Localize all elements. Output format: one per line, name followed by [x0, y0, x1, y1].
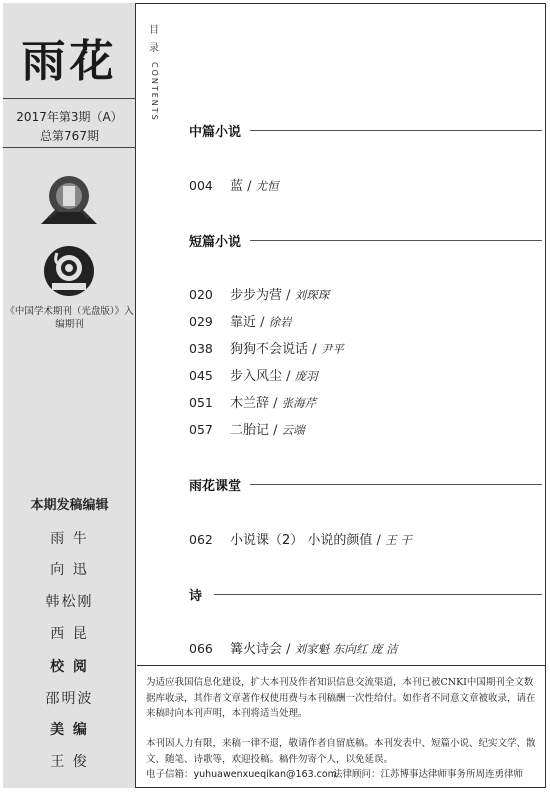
article-title: 篝火诗会 [230, 642, 283, 657]
submission-notice: 本刊因人力有限，来稿一律不退，敬请作者自留底稿。本刊发表中、短篇小说、纪实文学、散文、随笔、诗歌等，欢迎投稿。稿件勿寄个人，以免延误。 [146, 738, 536, 765]
article-author: 刘琛琛 [294, 288, 330, 302]
page-number: 045 [189, 368, 213, 383]
editor-name: 西 昆 [50, 626, 89, 642]
section-rule [250, 240, 542, 241]
page-number: 062 [189, 532, 213, 547]
toc-entry: 066 篝火诗会 / 刘家魁 东向红 庞 洁 [189, 641, 398, 657]
page-number: 029 [189, 314, 213, 329]
article-title: 步入风尘 [230, 369, 283, 384]
toc-entry: 020 步步为营 / 刘琛琛 [189, 287, 330, 303]
editor-name: 雨 牛 [50, 531, 89, 547]
section-rule [214, 594, 542, 595]
contents-label-cn: 目 [149, 25, 159, 36]
article-author: 庞羽 [294, 369, 318, 383]
indexed-journal-note: 《中国学术期刊（光盘版）》入编期刊 [5, 306, 134, 330]
article-author: 徐岩 [268, 315, 292, 329]
magazine-title: 雨花 [21, 36, 118, 87]
editor-name: 邵明波 [45, 691, 94, 707]
page-number: 038 [189, 341, 213, 356]
editor-name: 韩松刚 [45, 594, 94, 610]
toc-entry: 051 木兰辞 / 张海芹 [189, 395, 317, 411]
article-title: 木兰辞 [230, 396, 270, 411]
sidebar [3, 3, 136, 788]
contents-label-en: CONTENTS [150, 62, 159, 122]
toc-entry: 029 靠近 / 徐岩 [189, 314, 292, 330]
page-number: 066 [189, 641, 213, 656]
section-heading: 雨花课堂 [189, 479, 242, 494]
article-title: 靠近 [230, 315, 257, 330]
contents-label-cn: 录 [149, 43, 159, 54]
toc-entry: 062 小说课（2） 小说的颜值 / 王 干 [189, 532, 412, 548]
article-title: 狗狗不会说话 [230, 342, 309, 357]
proofreading-role: 校 阅 [50, 659, 89, 675]
page-number: 004 [189, 178, 213, 193]
editors-heading: 本期发稿编辑 [30, 498, 109, 513]
total-issue-number: 总第767期 [40, 129, 99, 143]
section-heading: 诗 [189, 589, 203, 604]
editor-name: 向 迅 [50, 562, 89, 578]
article-author: 尤恒 [255, 179, 279, 193]
article-title: 小说课（2） 小说的颜值 [230, 533, 373, 548]
section-heading: 中篇小说 [189, 125, 242, 140]
toc-entry: 038 狗狗不会说话 / 尹平 [189, 341, 344, 357]
issue-number: 2017年第3期（A） [16, 110, 123, 124]
copyright-notice [137, 665, 546, 780]
article-author: 云端 [281, 423, 305, 437]
divider [3, 147, 136, 148]
divider [3, 98, 136, 99]
article-title: 蓝 [230, 179, 244, 194]
article-title: 二胎记 [230, 423, 270, 438]
section-heading: 短篇小说 [189, 235, 242, 250]
page-number: 020 [189, 287, 213, 302]
article-author: 张海芹 [281, 396, 317, 410]
art-editor-role: 美 编 [50, 722, 89, 738]
page-number: 057 [189, 422, 213, 437]
toc-entry: 057 二胎记 / 云端 [189, 422, 305, 438]
journal-seal-icon [43, 245, 95, 297]
contents-label [148, 22, 160, 122]
page-number: 051 [189, 395, 213, 410]
cnki-notice: 为适应我国信息化建设，扩大本刊及作者知识信息交流渠道，本刊已被CNKI中国期刊全文数据库收录，其作者文章著作权使用费与本刊稿酬一次性给付。如作者不同意文章被收录，请在来稿时向本刊声明，本刊将适当处理。 [146, 677, 536, 719]
contact-email: 电子信箱：yuhuawenxueqikan@163.com [146, 769, 337, 780]
section-rule [250, 484, 542, 485]
legal-advisor: 法律顾问：江苏博事达律师事务所周连勇律师 [333, 769, 524, 780]
toc-entry: 004 蓝 / 尤恒 [189, 178, 279, 194]
award-emblem-icon [37, 172, 101, 228]
article-title: 步步为营 [230, 288, 283, 303]
article-author: 刘家魁 东向红 庞 洁 [294, 642, 398, 656]
section-rule [250, 130, 542, 131]
article-author: 王 干 [385, 533, 412, 547]
article-author: 尹平 [320, 342, 344, 356]
toc-entry: 045 步入风尘 / 庞羽 [189, 368, 318, 384]
editor-name: 王 俊 [50, 754, 89, 770]
